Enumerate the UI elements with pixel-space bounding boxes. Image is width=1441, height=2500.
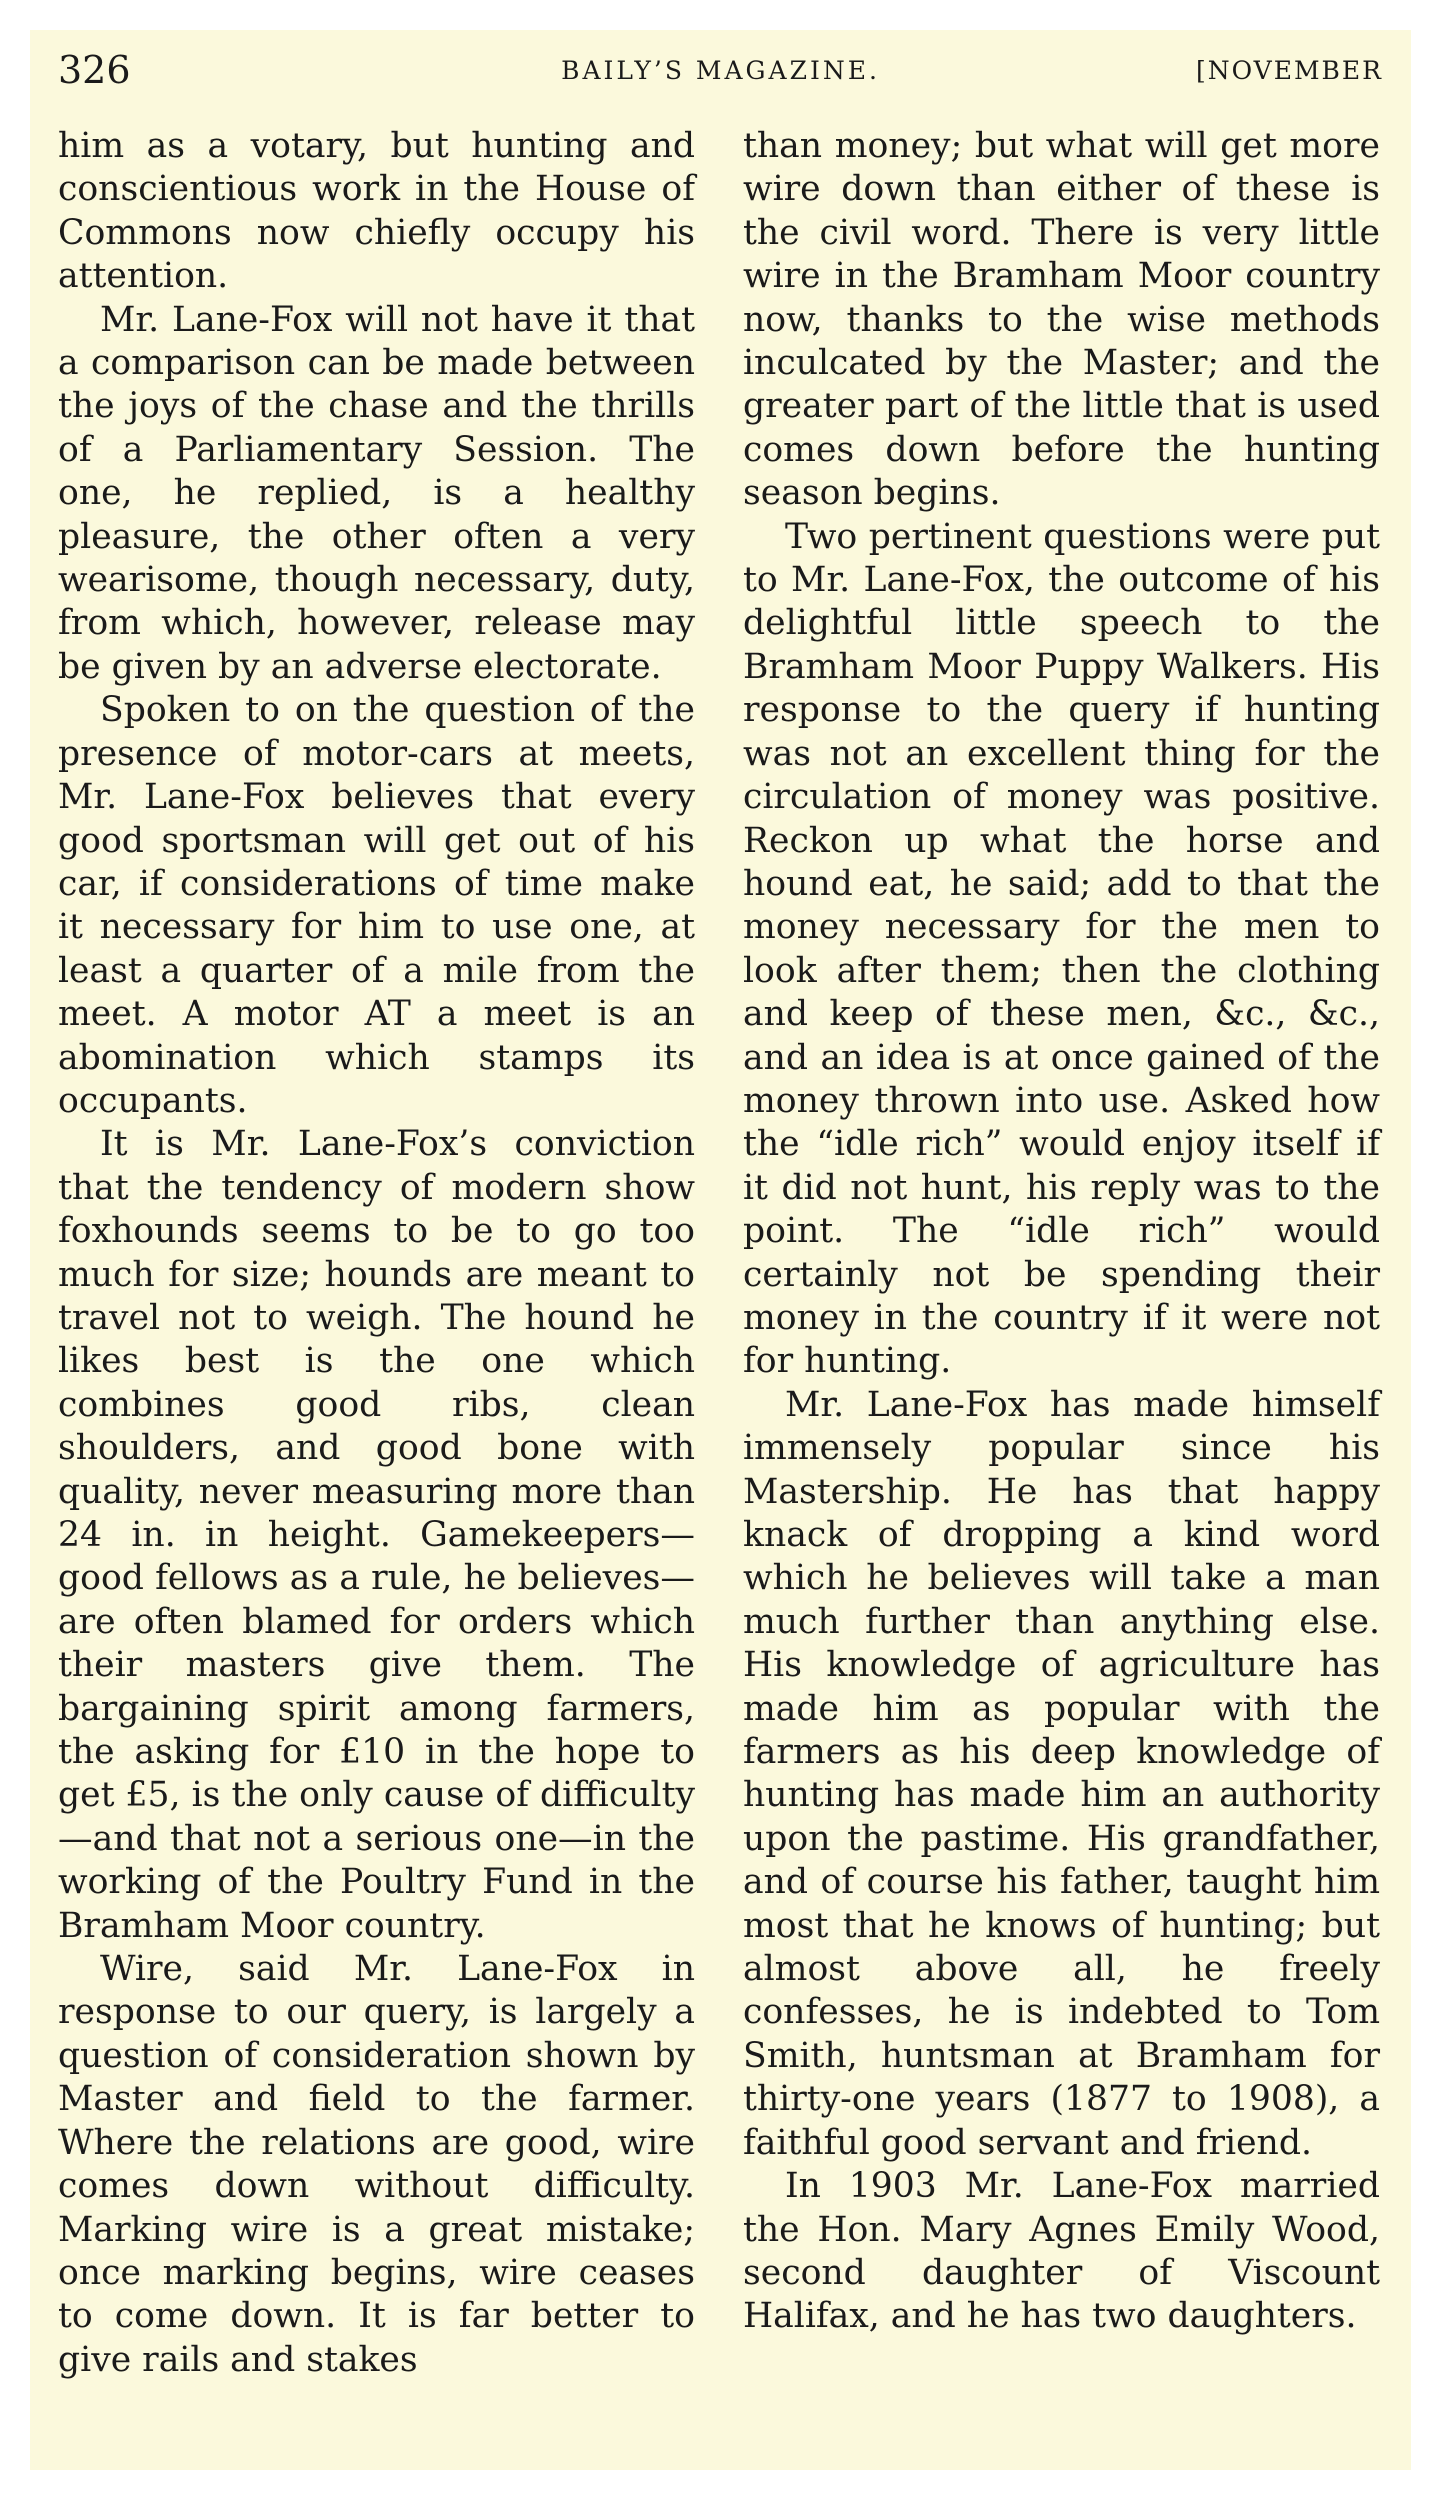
paragraph: Two pertinent questions were put to Mr. Lane-Fox, the outcome of his delightful little speech to the Bramham Moor Puppy Walkers. His response to the query if hunting was not an excellent thing for the circulation of money was positive. Reckon up what the horse and hound eat, he said; add to that the money necessary for the men to look after them; then the clothing and keep of these men, &c., &c., and an idea is at once gained of the money thrown into use. Asked how the “idle rich” would enjoy itself if it did not hunt, his reply was to the point. The “idle rich” would certainly not be spending their money in the country if it were not for hunting. xyxy=(743,516,1380,1382)
magazine-page xyxy=(30,30,1411,2470)
paragraph: Mr. Lane-Fox will not have it that a comparison can be made between the joys of the chase and the thrills of a Parliamentary Session. The one, he replied, is a healthy pleasure, the other often a very wearisome, though necessary, duty, from which, however, release may be given by an adverse electorate. xyxy=(58,299,695,687)
paragraph: him as a votary, but hunting and conscientious work in the House of Commons now chiefly occupy his attention. xyxy=(58,126,695,297)
paragraph: than money; but what will get more wire down than either of these is the civil word. There is very little wire in the Bramham Moor country now, thanks to the wise methods inculcated by the Master; and the greater part of the little that is used comes down before the hunting season begins. xyxy=(743,126,1380,514)
page-number: 326 xyxy=(58,48,131,92)
running-header xyxy=(58,48,1383,98)
paragraph: It is Mr. Lane-Fox’s conviction that the tendency of modern show foxhounds seems to be to go too much for size; hounds are meant to travel not to weigh. The hound he likes best is the one which combines good ribs, clean shoulders, and good bone with quality, never measuring more than 24 in. in height. Gamekeepers—good fellows as a rule, he believes—are often blamed for orders which their masters give them. The bargaining spirit among farmers, the asking for £10 in the hope to get £5, is the only cause of difficulty—and that not a serious one—in the working of the Poultry Fund in the Bramham Moor country. xyxy=(58,1124,695,1946)
running-month: [NOVEMBER xyxy=(1195,56,1383,85)
paragraph: Mr. Lane-Fox has made himself immensely popular since his Mastership. He has that happy knack of dropping a kind word which he believes will take a man much further than anything else. His knowledge of agriculture has made him as popular with the farmers as his deep knowledge of hunting has made him an authority upon the pastime. His grandfather, and of course his father, taught him most that he knows of hunting; but almost above all, he freely confesses, he is indebted to Tom Smith, huntsman at Bramham for thirty-one years (1877 to 1908), a faithful good servant and friend. xyxy=(743,1384,1380,2163)
left-column xyxy=(58,125,695,2382)
right-column xyxy=(743,125,1380,2339)
running-title: BAILY’S MAGAZINE. xyxy=(561,56,880,85)
paragraph: Wire, said Mr. Lane-Fox in response to our query, is largely a question of consideration shown by Master and field to the farmer. Where the relations are good, wire comes down without difficulty. Marking wire is a great mistake; once marking begins, wire ceases to come down. It is far better to give rails and stakes xyxy=(58,1949,695,2380)
paragraph: Spoken to on the question of the presence of motor-cars at meets, Mr. Lane-Fox believes that every good sportsman will get out of his car, if considerations of time make it necessary for him to use one, at least a quarter of a mile from the meet. A motor AT a meet is an abomination which stamps its occupants. xyxy=(58,690,695,1121)
paragraph: In 1903 Mr. Lane-Fox married the Hon. Mary Agnes Emily Wood, second daughter of Viscount Halifax, and he has two daughters. xyxy=(743,2166,1380,2337)
